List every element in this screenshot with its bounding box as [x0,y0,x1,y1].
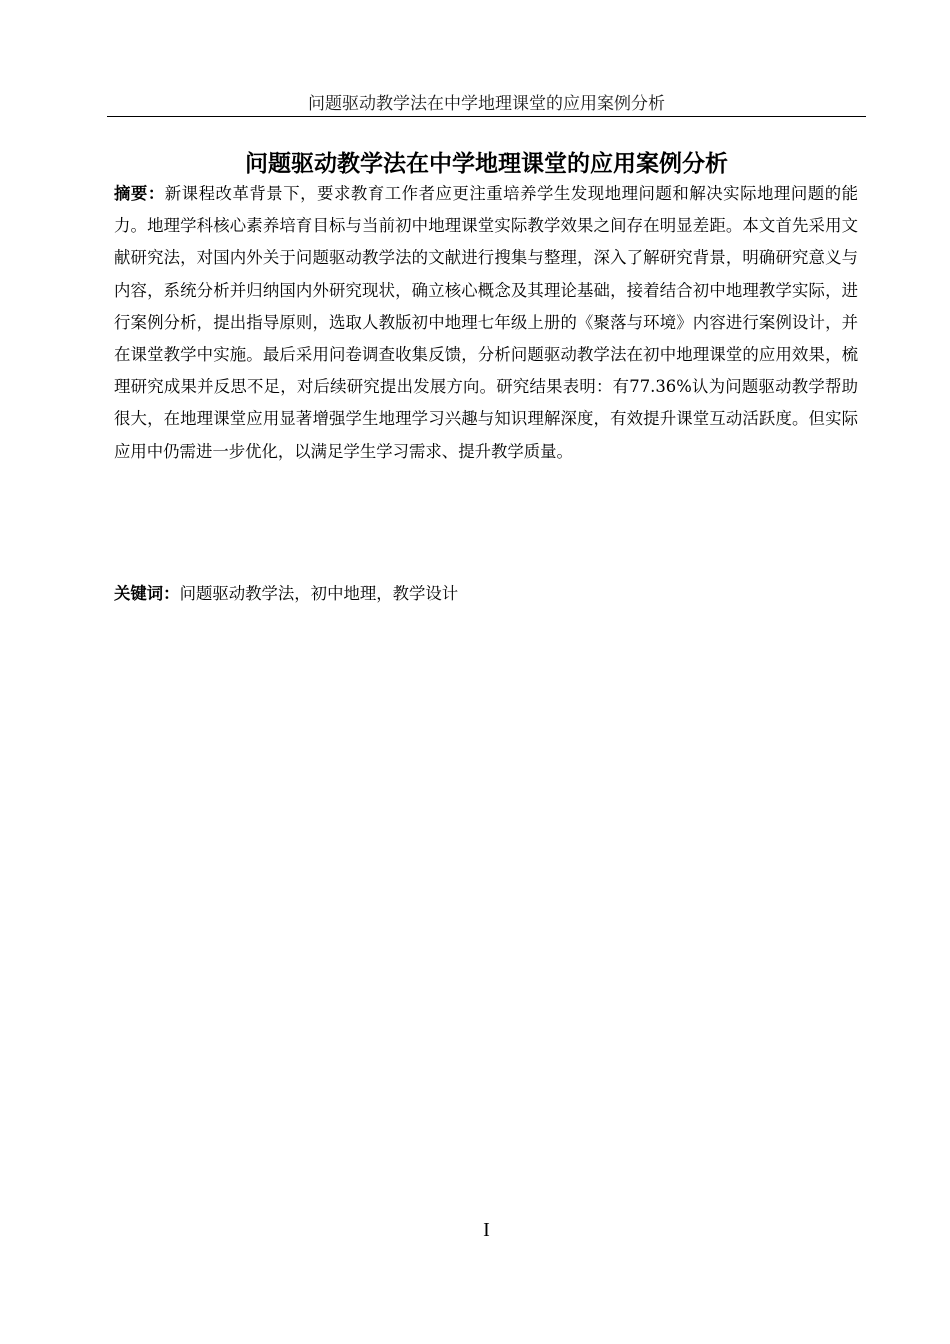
keywords-label: 关键词： [114,584,180,603]
header-rule [107,116,866,117]
abstract-text: 新课程改革背景下，要求教育工作者应更注重培养学生发现地理问题和解决实际地理问题的能力。地理学科核心素养培育目标与当前初中地理课堂实际教学效果之间存在明显差距。本文首先采用文献研究法，对国内外关于问题驱动教学法的文献进行搜集与整理，深入了解研究背景，明确研究意义与内容，系统分析并归纳国内外研究现状，确立核心概念及其理论基础，接着结合初中地理教学实际，进行案例分析，提出指导原则，选取人教版初中地理七年级上册的《聚落与环境》内容进行案例设计，并在课堂教学中实施。最后采用问卷调查收集反馈，分析问题驱动教学法在初中地理课堂的应用效果，梳理研究成果并反思不足，对后续研究提出发展方向。研究结果表明：有77.36%认为问题驱动教学帮助很大，在地理课堂应用显著增强学生地理学习兴趣与知识理解深度，有效提升课堂互动活跃度。但实际应用中仍需进一步优化，以满足学生学习需求、提升教学质量。 [114,184,858,461]
page-number: I [483,1219,490,1241]
running-header: 问题驱动教学法在中学地理课堂的应用案例分析 [308,94,665,114]
abstract-paragraph [114,178,858,468]
keywords-paragraph [114,578,858,610]
paper-title: 问题驱动教学法在中学地理课堂的应用案例分析 [245,151,728,177]
keywords-text: 问题驱动教学法，初中地理，教学设计 [179,584,459,603]
abstract-label: 摘要： [114,184,165,203]
